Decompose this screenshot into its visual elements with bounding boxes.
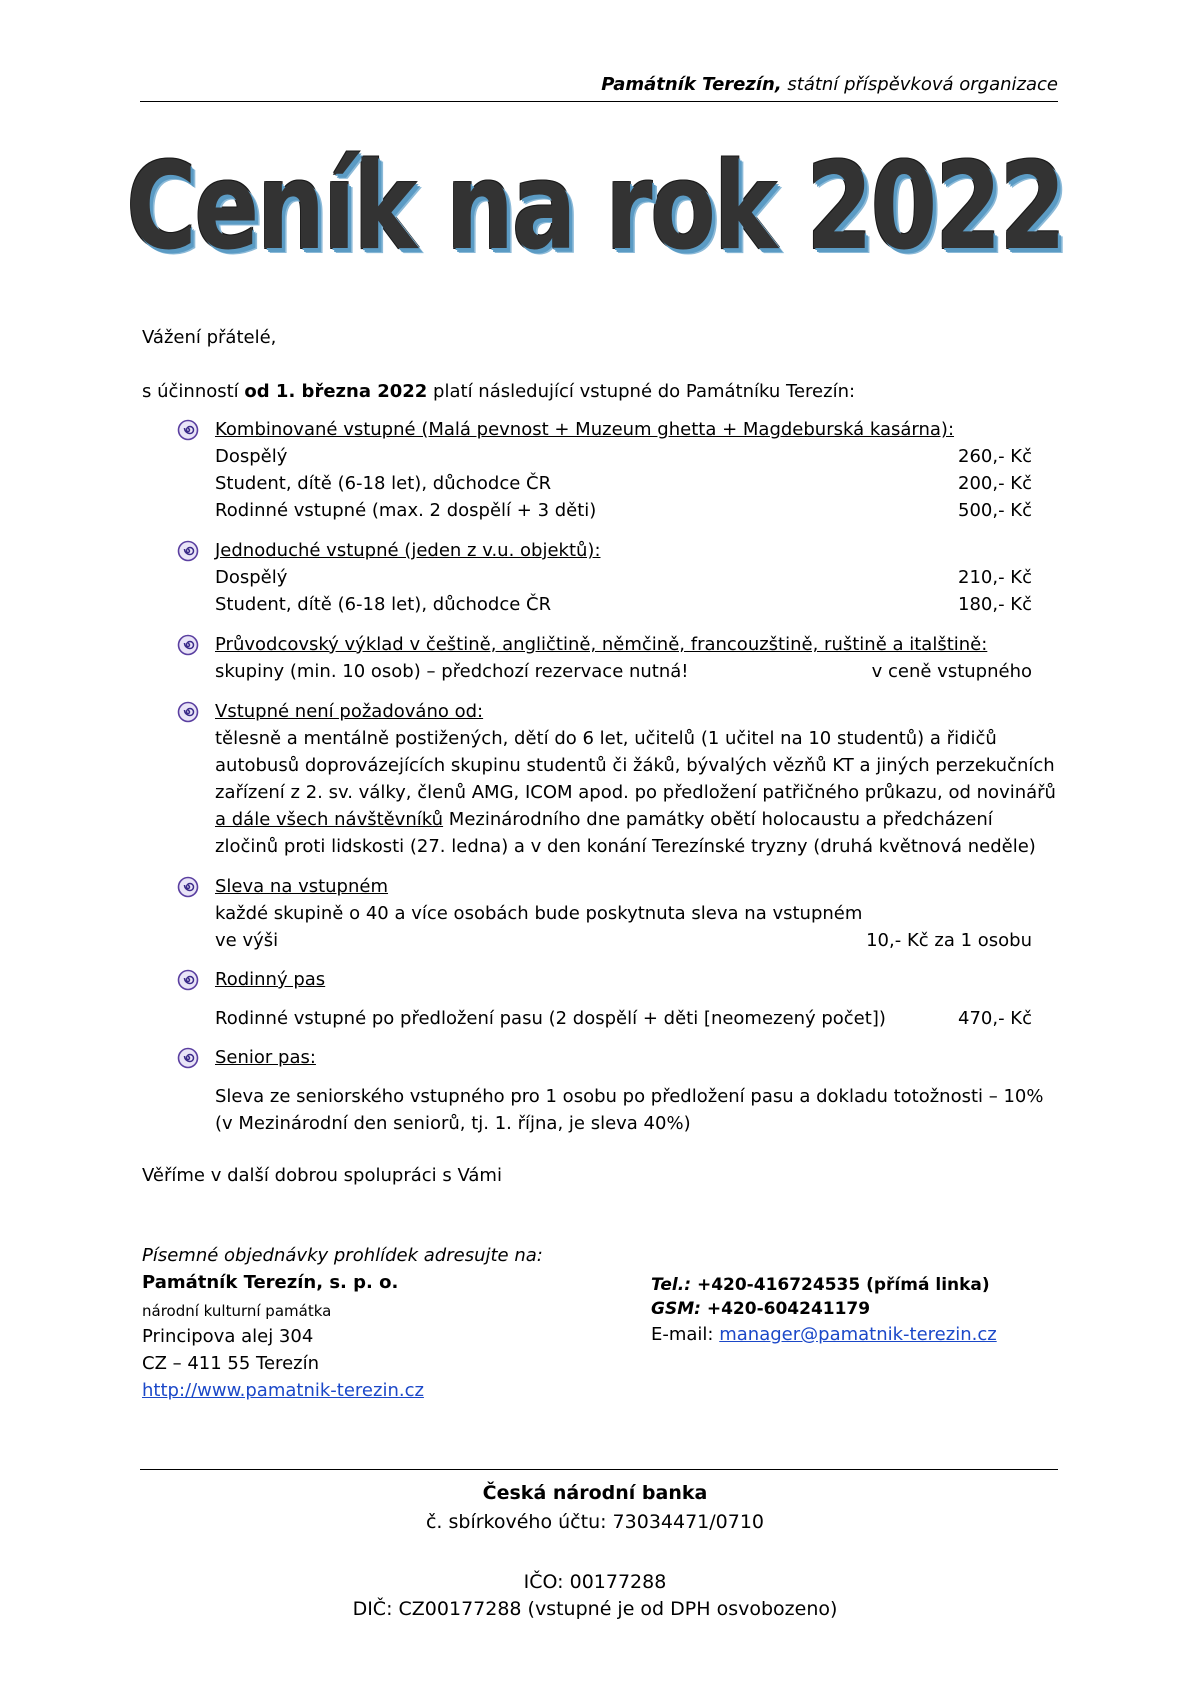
spiral-bullet-icon <box>177 540 199 562</box>
family-pass-heading: Rodinný pas <box>215 969 326 990</box>
discount-line: ve výši <box>215 930 279 951</box>
simple-row-label: Student, dítě (6-18 let), důchodce ČR <box>215 594 552 615</box>
intro-suffix: platí následující vstupné do Památníku Terezín: <box>427 381 856 402</box>
page-header <box>140 74 1058 95</box>
family-pass-price: 470,- Kč <box>958 1008 1032 1029</box>
free-line: zločinů proti lidskosti (27. ledna) a v den konání Terezínské tryzny (druhá květnová neděle) <box>215 836 1036 857</box>
spiral-bullet-icon <box>177 969 199 991</box>
orders-note: Písemné objednávky prohlídek adresujte na: <box>142 1245 543 1266</box>
header-divider <box>140 101 1058 102</box>
combined-row-price: 260,- Kč <box>958 446 1032 467</box>
header-org-name: Památník Terezín, <box>601 74 782 95</box>
email-line <box>651 1324 997 1345</box>
combined-heading: Kombinované vstupné (Malá pevnost + Muzeum ghetta + Magdeburská kasárna): <box>215 419 955 440</box>
spiral-bullet-icon <box>177 634 199 656</box>
gsm-label: GSM: <box>651 1299 701 1319</box>
discount-line: každé skupině o 40 a více osobách bude poskytnuta sleva na vstupném <box>215 903 863 924</box>
header-org-type: státní příspěvková organizace <box>781 74 1058 95</box>
closing-text: Věříme v další dobrou spolupráci s Vámi <box>142 1165 502 1186</box>
guide-label: skupiny (min. 10 osob) – předchozí rezervace nutná! <box>215 661 689 682</box>
family-pass-label: Rodinné vstupné po předložení pasu (2 dospělí + děti [neomezený počet]) <box>215 1008 886 1029</box>
free-line4-rest: Mezinárodního dne památky obětí holocaustu a předcházení <box>443 809 993 830</box>
spiral-bullet-icon <box>177 876 199 898</box>
discount-heading: Sleva na vstupném <box>215 876 389 897</box>
intro-date: od 1. března 2022 <box>244 381 428 402</box>
greeting: Vážení přátelé, <box>142 327 277 348</box>
footer-bank: Česká národní banka <box>482 1482 708 1504</box>
spiral-bullet-icon <box>177 419 199 441</box>
combined-row-price: 200,- Kč <box>958 473 1032 494</box>
simple-row-label: Dospělý <box>215 567 288 588</box>
guide-heading: Průvodcovský výklad v češtině, angličtině, němčině, francouzštině, ruštině a italštině: <box>215 634 988 655</box>
footer-divider <box>140 1469 1058 1470</box>
tel-line <box>651 1275 990 1295</box>
spiral-bullet-icon <box>177 701 199 723</box>
contact-city: CZ – 411 55 Terezín <box>142 1353 319 1374</box>
page-title: Ceník na rok 2022 <box>126 138 1064 277</box>
free-line: tělesně a mentálně postižených, dětí do 6 let, učitelů (1 učitel na 10 studentů) a řidičů <box>215 728 997 749</box>
simple-row-price: 210,- Kč <box>958 567 1032 588</box>
contact-subtitle: národní kulturní památka <box>142 1302 332 1320</box>
free-line4-underlined: a dále všech návštěvníků <box>215 809 444 830</box>
senior-pass-line: (v Mezinárodní den seniorů, tj. 1. října, je sleva 40%) <box>215 1113 691 1134</box>
contact-name: Památník Terezín, s. p. o. <box>142 1272 399 1293</box>
free-line: zařízení z 2. sv. války, členů AMG, ICOM apod. po předložení patřičného průkazu, od novinářů <box>215 782 1056 803</box>
combined-row-label: Rodinné vstupné (max. 2 dospělí + 3 děti) <box>215 500 597 521</box>
tel-value: +420-416724535 (přímá linka) <box>691 1275 990 1295</box>
combined-row-price: 500,- Kč <box>958 500 1032 521</box>
intro-paragraph <box>142 381 855 402</box>
simple-row-price: 180,- Kč <box>958 594 1032 615</box>
footer-account: č. sbírkového účtu: 73034471/0710 <box>425 1511 765 1533</box>
free-line: autobusů doprovázejících skupinu studentů či žáků, bývalých vězňů KT a jiných perzekučních <box>215 755 1055 776</box>
discount-price: 10,- Kč za 1 osobu <box>866 930 1032 951</box>
intro-prefix: s účinností <box>142 381 245 402</box>
spiral-bullet-icon <box>177 1047 199 1069</box>
free-heading: Vstupné není požadováno od: <box>215 701 484 722</box>
senior-pass-heading: Senior pas: <box>215 1047 316 1068</box>
tel-label: Tel.: <box>651 1275 692 1295</box>
gsm-value: +420-604241179 <box>700 1299 871 1319</box>
gsm-line <box>651 1299 870 1319</box>
email-label: E-mail: <box>651 1324 720 1345</box>
contact-street: Principova alej 304 <box>142 1326 314 1347</box>
combined-row-label: Student, dítě (6-18 let), důchodce ČR <box>215 473 552 494</box>
free-line <box>215 809 993 830</box>
website-link[interactable]: http://www.pamatnik-terezin.cz <box>142 1380 424 1401</box>
footer-dic: DIČ: CZ00177288 (vstupné je od DPH osvobozeno) <box>352 1598 838 1620</box>
email-link[interactable]: manager@pamatnik-terezin.cz <box>719 1324 997 1345</box>
senior-pass-line: Sleva ze seniorského vstupného pro 1 osobu po předložení pasu a dokladu totožnosti – 10% <box>215 1086 1044 1107</box>
guide-price: v ceně vstupného <box>871 661 1032 682</box>
footer-ico: IČO: 00177288 <box>523 1571 667 1593</box>
combined-row-label: Dospělý <box>215 446 288 467</box>
simple-heading: Jednoduché vstupné (jeden z v.u. objektů): <box>215 540 601 561</box>
